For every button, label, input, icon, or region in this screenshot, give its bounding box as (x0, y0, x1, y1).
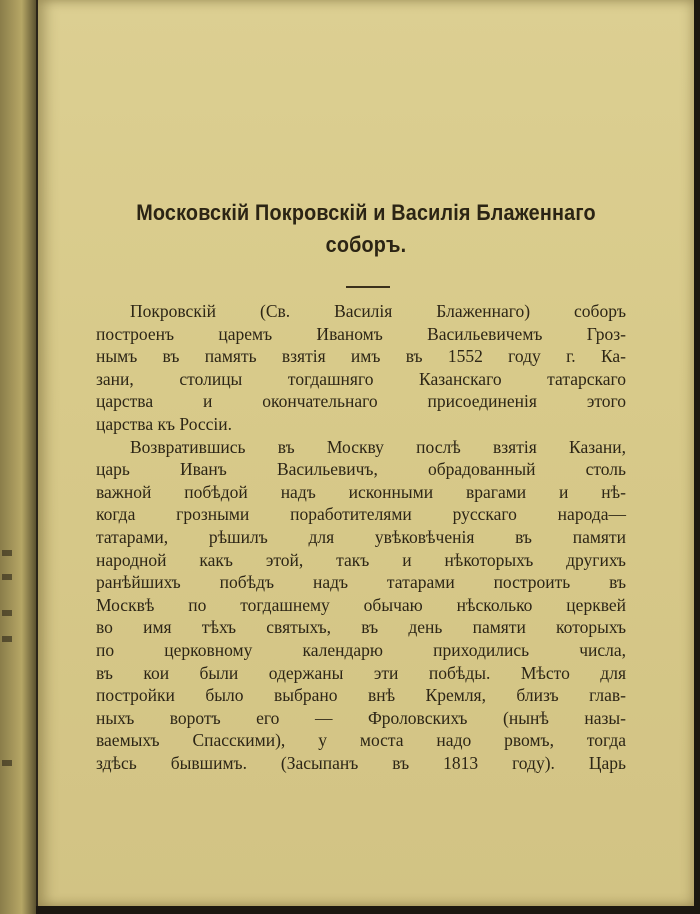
text-line: постройки было выбрано внѣ Кремля, близъ глав- (96, 685, 626, 706)
page-shadow-right (694, 0, 700, 914)
facing-page-marks (2, 540, 16, 800)
page-title-line-1: Московскій Покровскій и Василія Блаженнаго (136, 200, 596, 225)
text-line: народной какъ этой, такъ и нѣкоторыхъ другихъ (96, 549, 626, 570)
text-line: во имя тѣхъ святыхъ, въ день памяти которыхъ (96, 617, 626, 638)
text-line: важной побѣдой надъ исконными врагами и нѣ- (96, 481, 626, 502)
text-line: въ кои были одержаны эти побѣды. Мѣсто для (96, 662, 626, 683)
body-text (96, 300, 626, 774)
text-line: здѣсь бывшимъ. (Засыпанъ въ 1813 году). Царь (96, 752, 626, 773)
text-line: царства и окончательнаго присоединенія этого (96, 391, 626, 412)
text-line: Москвѣ по тогдашнему обычаю нѣсколько церквей (96, 594, 626, 615)
text-line: ныхъ воротъ его — Фроловскихъ (нынѣ назы- (96, 707, 626, 728)
text-line: ранѣйшихъ побѣдъ надъ татарами построить въ (96, 572, 626, 593)
text-line: татарами, рѣшилъ для увѣковѣченія въ памяти (96, 526, 626, 547)
text-line: Покровскій (Св. Василія Блаженнаго) соборъ (130, 301, 626, 321)
text-line: ваемыхъ Спасскими), у моста надо рвомъ, тогда (96, 730, 626, 751)
text-line: нымъ въ память взятія имъ въ 1552 году г. Ка- (96, 346, 626, 367)
text-line: зани, столицы тогдашняго Казанскаго татарскаго (96, 368, 626, 389)
page-shadow-bottom (36, 906, 700, 914)
text-line: когда грозными поработителями русскаго народа— (96, 504, 626, 525)
text-line: построенъ царемъ Иваномъ Васильевичемъ Гроз- (96, 323, 626, 344)
text-line: Возвратившись въ Москву послѣ взятія Казани, (130, 436, 626, 457)
book-page (38, 0, 694, 906)
facing-page-edge (0, 0, 36, 914)
text-line: по церковному календарю приходились числа, (96, 639, 626, 660)
text-line: царь Иванъ Васильевичъ, обрадованный столь (96, 459, 626, 480)
page-title-line-2: соборъ. (325, 232, 407, 257)
title-divider (346, 286, 390, 288)
text-line: царства къ Россіи. (96, 413, 233, 434)
